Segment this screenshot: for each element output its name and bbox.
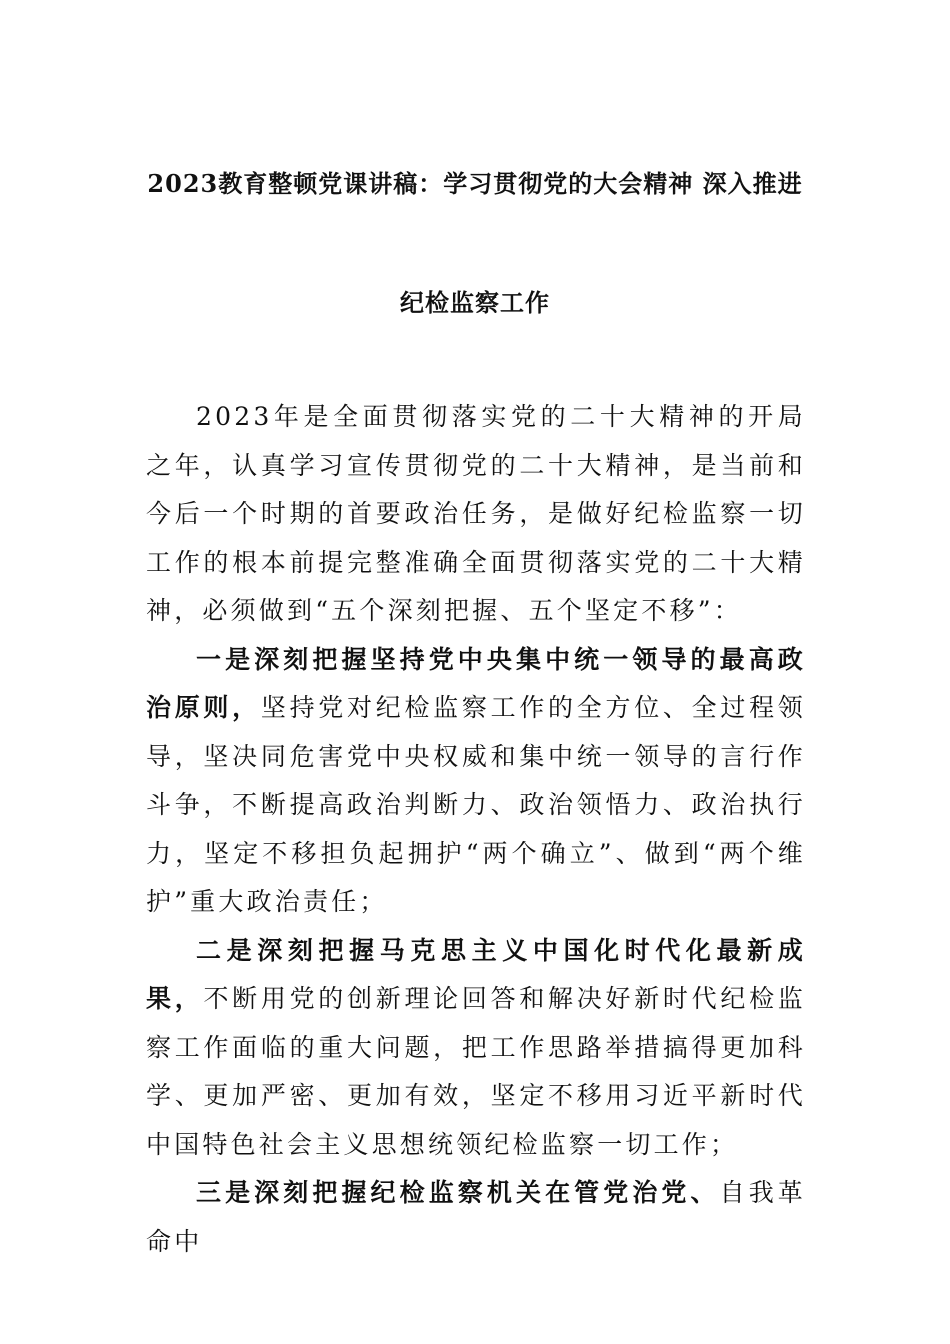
paragraph-point-two-heading: 二是深刻把握马克思主义中国化时代化最新成果， — [146, 935, 806, 1013]
document-title-line-2: 纪检监察工作 — [400, 288, 550, 317]
document-body — [146, 393, 806, 1266]
paragraph-point-three — [146, 1169, 806, 1266]
paragraph-point-one-heading: 一是深刻把握坚持党中央集中统一领导的最高政治原则， — [146, 644, 806, 722]
paragraph-point-two — [146, 927, 806, 1170]
paragraph-intro-text: 2023年是全面贯彻落实党的二十大精神的开局之年，认真学习宣传贯彻党的二十大精神，是当前和今后一个时期的首要政治任务，是做好纪检监察一切工作的根本前提完整准确全面贯彻落实党的二十大精神，必须做到“五个深刻把握、五个坚定不移”： — [146, 402, 806, 625]
paragraph-point-three-text: 自我革命中 — [146, 1178, 806, 1256]
paragraph-intro — [146, 393, 806, 636]
paragraph-point-three-heading: 三是深刻把握纪检监察机关在管党治党、 — [196, 1178, 720, 1207]
paragraph-point-one — [146, 636, 806, 927]
paragraph-point-two-text: 不断用党的创新理论回答和解决好新时代纪检监察工作面临的重大问题，把工作思路举措搞得更加科学、更加严密、更加有效，坚定不移用习近平新时代中国特色社会主义思想统领纪检监察一切工作； — [146, 984, 806, 1159]
document-title-line-1: 2023教育整顿党课讲稿：学习贯彻党的大会精神 深入推进 — [147, 169, 803, 198]
paragraph-point-one-text: 坚持党对纪检监察工作的全方位、全过程领导，坚决同危害党中央权威和集中统一领导的言行作斗争，不断提高政治判断力、政治领悟力、政治执行力，坚定不移担负起拥护“两个确立”、做到“两个维护”重大政治责任； — [146, 693, 806, 916]
